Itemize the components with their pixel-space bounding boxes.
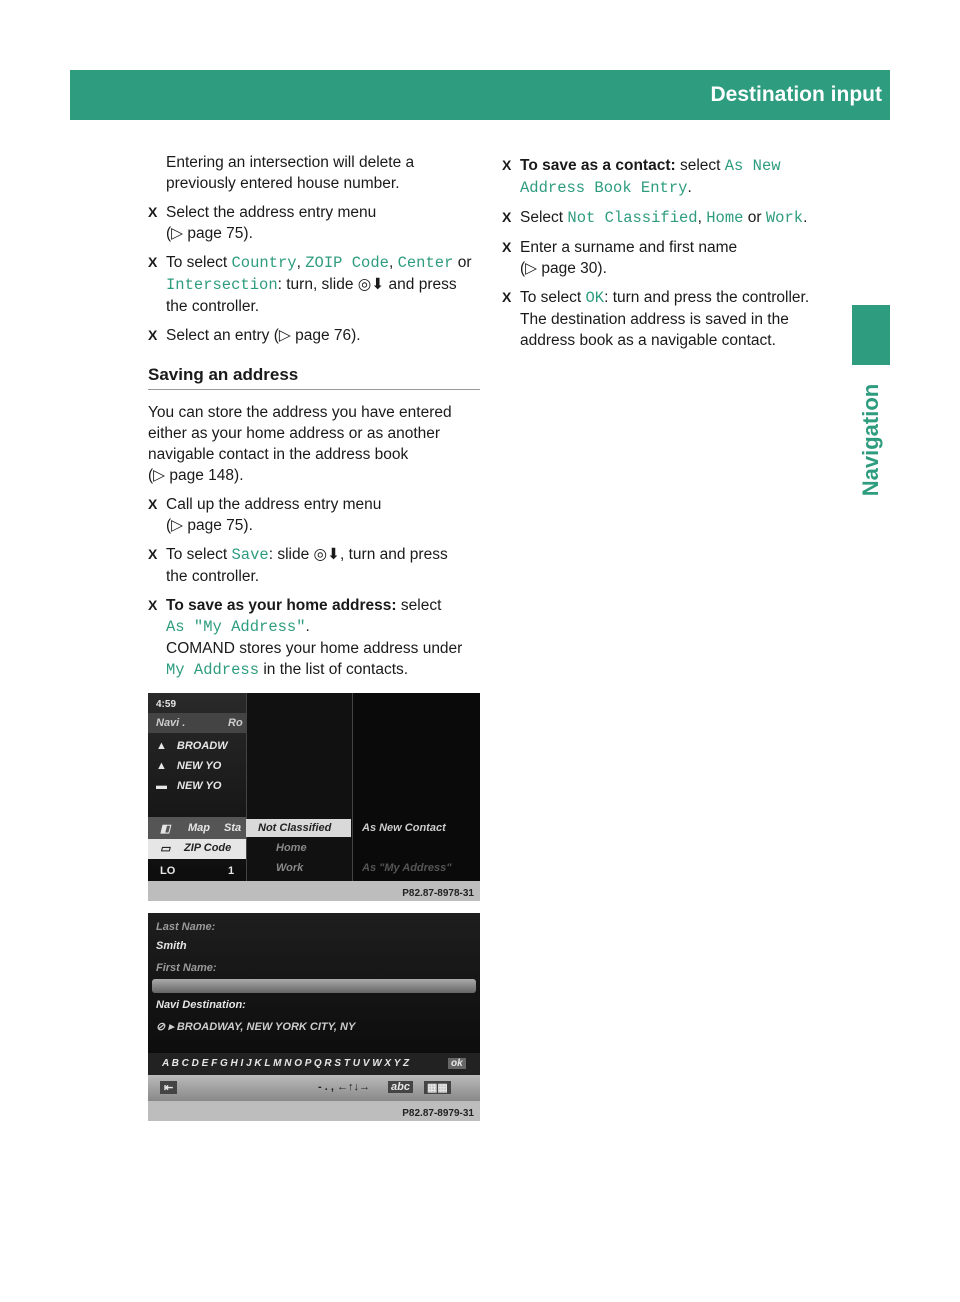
step-text: COMAND stores your home address under bbox=[166, 640, 463, 657]
step-text: : slide ◎⬇, turn and press bbox=[268, 546, 448, 563]
step-text: To select bbox=[166, 546, 232, 563]
step-text: To select bbox=[166, 254, 232, 271]
punctuation: . bbox=[687, 179, 692, 196]
option-ok: OK bbox=[585, 289, 605, 307]
section-title: Destination input bbox=[710, 83, 882, 106]
separator: , bbox=[296, 254, 306, 271]
option-address-book-entry: Address Book Entry bbox=[520, 179, 688, 197]
step-text: Enter a surname and first name bbox=[520, 239, 738, 256]
arrow-bullet-icon: X bbox=[148, 254, 158, 270]
step-text: Select an entry (▷ page 76). bbox=[166, 327, 361, 344]
step-save-contact bbox=[502, 155, 847, 199]
right-column bbox=[502, 155, 847, 359]
paragraph-line: either as your home address or as another bbox=[148, 425, 441, 442]
punctuation: . bbox=[305, 618, 310, 635]
step-save-home bbox=[148, 595, 483, 681]
step-select-category bbox=[502, 207, 847, 229]
page-header bbox=[70, 70, 933, 120]
tab-route: Ro bbox=[228, 717, 243, 729]
step-text: or bbox=[453, 254, 472, 271]
punctuation-keys[interactable]: - . , ←↑↓→ bbox=[318, 1081, 370, 1093]
screen-save-menu bbox=[148, 693, 480, 901]
option-work: Work bbox=[765, 209, 804, 227]
last-name-value: Smith bbox=[156, 940, 187, 952]
option-as-my-address: As "My Address" bbox=[166, 618, 306, 636]
destination-value: BROADWAY, NEW YORK CITY, NY bbox=[176, 1021, 356, 1033]
step-title: To save as your home address: bbox=[166, 597, 397, 614]
page-ref: (▷ page 30). bbox=[520, 260, 607, 277]
page-number: 77 bbox=[912, 85, 933, 105]
arrow-bullet-icon: X bbox=[148, 546, 158, 562]
option-as-my-address: As "My Address" bbox=[362, 862, 452, 874]
status-lo: LO bbox=[160, 865, 176, 877]
option-as-new-contact: As New Contact bbox=[362, 822, 446, 834]
arrow-bullet-icon: X bbox=[148, 327, 158, 343]
arrow-bullet-icon: X bbox=[148, 204, 158, 220]
figure-code: P82.87-8978-31 bbox=[402, 888, 474, 899]
dest-item: ▲ BROADW bbox=[156, 740, 228, 752]
arrow-bullet-icon: X bbox=[502, 289, 512, 305]
step-text: select bbox=[396, 597, 442, 614]
keyboard-icon[interactable]: ▦▦ bbox=[424, 1081, 451, 1094]
dest-row bbox=[156, 1020, 355, 1033]
intro-line: previously entered house number. bbox=[166, 175, 400, 192]
arrow-bullet-icon: X bbox=[502, 209, 512, 225]
step-select-ok bbox=[502, 287, 847, 351]
arrow-bullet-icon: X bbox=[148, 496, 158, 512]
flag-icon: ▬ bbox=[156, 780, 167, 792]
label-last-name: Last Name: bbox=[156, 921, 216, 933]
first-name-input[interactable] bbox=[152, 979, 476, 993]
person-icon: ▲ bbox=[156, 740, 167, 752]
option-work: Work bbox=[276, 862, 304, 874]
option-as-new: As New bbox=[724, 157, 781, 175]
right-pane bbox=[352, 693, 480, 881]
dest-item: ▬ NEW YO bbox=[156, 780, 222, 792]
clock-text: 4:59 bbox=[156, 699, 177, 710]
figure-code: P82.87-8979-31 bbox=[402, 1108, 474, 1119]
step-title: To save as a contact: bbox=[520, 157, 676, 174]
arrow-bullet-icon: X bbox=[502, 239, 512, 255]
separator: , bbox=[388, 254, 398, 271]
menu-map: Map bbox=[188, 822, 210, 834]
option-my-address: My Address bbox=[166, 661, 260, 679]
step-select-menu bbox=[148, 202, 483, 244]
side-tab-marker bbox=[852, 305, 890, 365]
option-home: Home bbox=[706, 209, 744, 227]
step-select-entry bbox=[148, 325, 483, 346]
destination-icon: ⊘ ▸ bbox=[156, 1021, 177, 1033]
label-navi-destination: Navi Destination: bbox=[156, 999, 246, 1011]
paragraph-line: You can store the address you have entered bbox=[148, 404, 452, 421]
tab-navi: Navi . bbox=[156, 717, 186, 729]
zip-icon: ▭ bbox=[160, 843, 171, 855]
step-select-save bbox=[148, 544, 483, 587]
step-text: : turn and press the controller. bbox=[604, 289, 810, 306]
step-select-field bbox=[148, 252, 483, 317]
character-bar[interactable]: A B C D E F G H I J K L M N O P Q R S T U V W X Y Z bbox=[162, 1058, 410, 1069]
step-call-menu bbox=[148, 494, 483, 536]
status-count: 1 bbox=[228, 865, 235, 877]
step-text: select bbox=[675, 157, 725, 174]
intro-text bbox=[148, 152, 483, 194]
side-tab-label: Navigation bbox=[858, 383, 883, 497]
intro-line: Entering an intersection will delete a bbox=[166, 154, 415, 171]
ok-button[interactable]: ok bbox=[448, 1058, 466, 1069]
paragraph-line: (▷ page 148). bbox=[148, 467, 244, 484]
page-ref: (▷ page 75). bbox=[166, 225, 253, 242]
step-text: the controller. bbox=[166, 568, 260, 585]
abc-button[interactable]: abc bbox=[388, 1081, 413, 1093]
back-icon[interactable]: ⇤ bbox=[160, 1081, 177, 1094]
punctuation: . bbox=[803, 209, 808, 226]
option-save: Save bbox=[231, 546, 269, 564]
step-text: or bbox=[743, 209, 766, 226]
option-center: Center bbox=[397, 254, 454, 272]
option-zip-code: ZOIP Code bbox=[305, 254, 389, 272]
left-column bbox=[148, 152, 483, 689]
step-text: Select bbox=[520, 209, 568, 226]
step-text: : turn, slide ◎⬇ and press bbox=[277, 276, 457, 293]
step-text: Select the address entry menu bbox=[166, 204, 377, 221]
step-text: Call up the address entry menu bbox=[166, 496, 382, 513]
step-enter-name bbox=[502, 237, 847, 279]
arrow-bullet-icon: X bbox=[502, 157, 512, 173]
dest-item: ▲ NEW YO bbox=[156, 760, 222, 772]
option-intersection: Intersection bbox=[166, 276, 278, 294]
step-text: address book as a navigable contact. bbox=[520, 332, 776, 349]
option-country: Country bbox=[231, 254, 297, 272]
option-home: Home bbox=[276, 842, 307, 854]
map-icon: ◧ bbox=[160, 823, 171, 835]
step-text: To select bbox=[520, 289, 586, 306]
section-heading: Saving an address bbox=[148, 364, 480, 390]
step-text: in the list of contacts. bbox=[259, 661, 409, 678]
menu-zip-code: ZIP Code bbox=[184, 842, 232, 854]
arrow-bullet-icon: X bbox=[148, 597, 158, 613]
paragraph-line: navigable contact in the address book bbox=[148, 446, 409, 463]
step-text: the controller. bbox=[166, 298, 260, 315]
section-paragraph bbox=[148, 402, 483, 486]
page-ref: (▷ page 75). bbox=[166, 517, 253, 534]
menu-status: Sta bbox=[224, 822, 242, 834]
screen-contact-entry bbox=[148, 913, 480, 1121]
header-divider bbox=[902, 70, 905, 120]
home-icon: ▲ bbox=[156, 760, 167, 772]
option-not-classified: Not Classified bbox=[258, 822, 332, 834]
option-not-classified: Not Classified bbox=[567, 209, 698, 227]
separator: , bbox=[697, 209, 707, 226]
label-first-name: First Name: bbox=[156, 962, 217, 974]
step-text: The destination address is saved in the bbox=[520, 311, 789, 328]
